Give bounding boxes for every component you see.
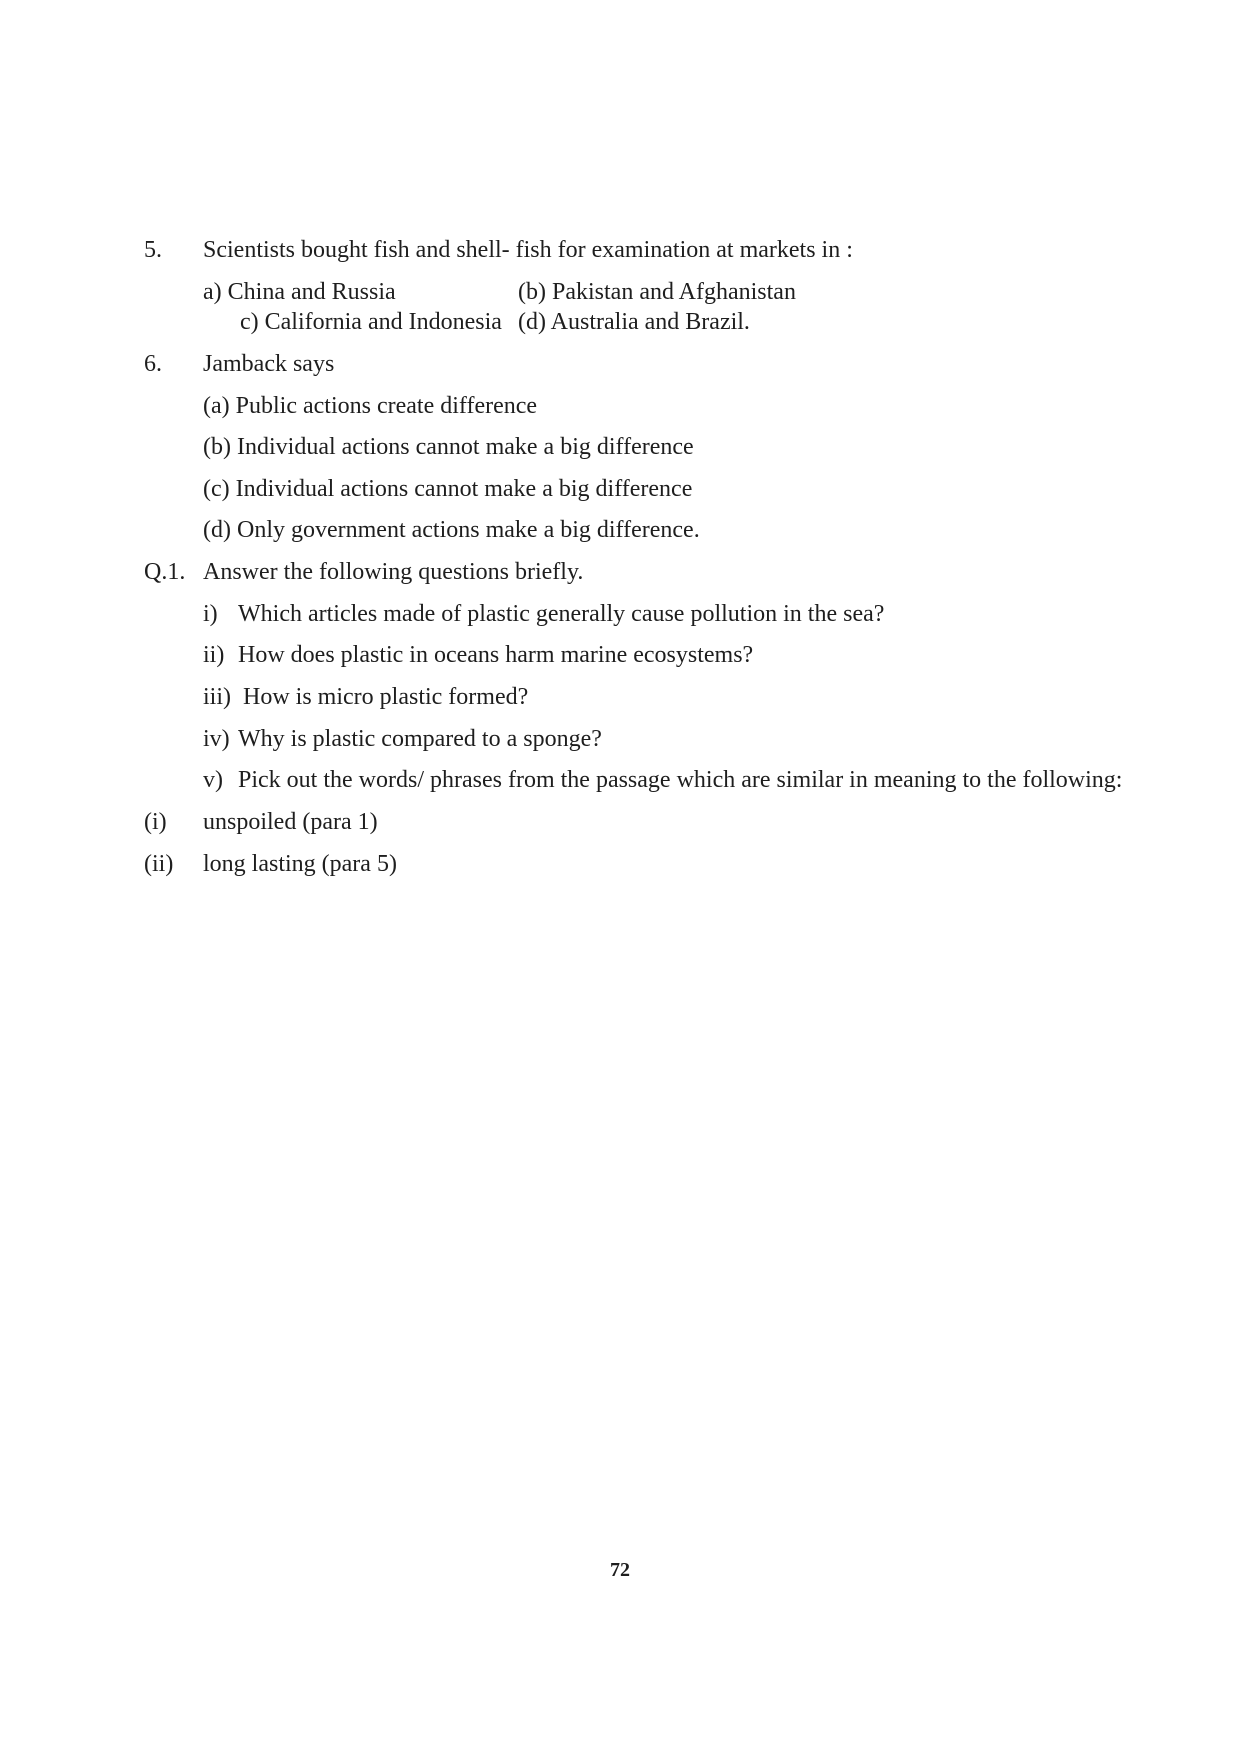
- question-6-number: 6.: [144, 351, 162, 377]
- question-6-text: Jamback says: [203, 351, 335, 377]
- q1-item-label: iv): [203, 726, 230, 752]
- question-q1-number: Q.1.: [144, 559, 186, 585]
- q6-option-d: (d) Only government actions make a big difference.: [203, 517, 700, 543]
- q5-option-a: a) China and Russia: [203, 279, 396, 305]
- q5-option-c: c) California and Indonesia: [240, 309, 502, 335]
- question-5-number: 5.: [144, 237, 162, 263]
- question-5-text: Scientists bought fish and shell- fish for examination at markets in :: [203, 237, 853, 263]
- q5-option-d: (d) Australia and Brazil.: [518, 309, 750, 335]
- word-label: (i): [144, 809, 167, 835]
- q1-item-text: How does plastic in oceans harm marine ecosystems?: [238, 642, 754, 668]
- page-number: 72: [610, 1559, 630, 1581]
- word-text: long lasting (para 5): [203, 851, 397, 877]
- word-text: unspoiled (para 1): [203, 809, 378, 835]
- q6-option-b: (b) Individual actions cannot make a big difference: [203, 434, 694, 460]
- q1-item-label: ii): [203, 642, 225, 668]
- word-label: (ii): [144, 851, 174, 877]
- q1-item-label: iii): [203, 684, 231, 710]
- q1-item-text: Why is plastic compared to a sponge?: [238, 726, 602, 752]
- q1-item-label: v): [203, 767, 223, 793]
- question-q1-text: Answer the following questions briefly.: [203, 559, 584, 585]
- q1-item-text: Pick out the words/ phrases from the passage which are similar in meaning to the following:: [238, 767, 1123, 793]
- q1-item-label: i): [203, 601, 218, 627]
- q1-item-text: Which articles made of plastic generally cause pollution in the sea?: [238, 601, 885, 627]
- q1-item-text: How is micro plastic formed?: [243, 684, 529, 710]
- q6-option-a: (a) Public actions create difference: [203, 393, 538, 419]
- q5-option-b: (b) Pakistan and Afghanistan: [518, 279, 796, 305]
- q6-option-c: (c) Individual actions cannot make a big difference: [203, 476, 693, 502]
